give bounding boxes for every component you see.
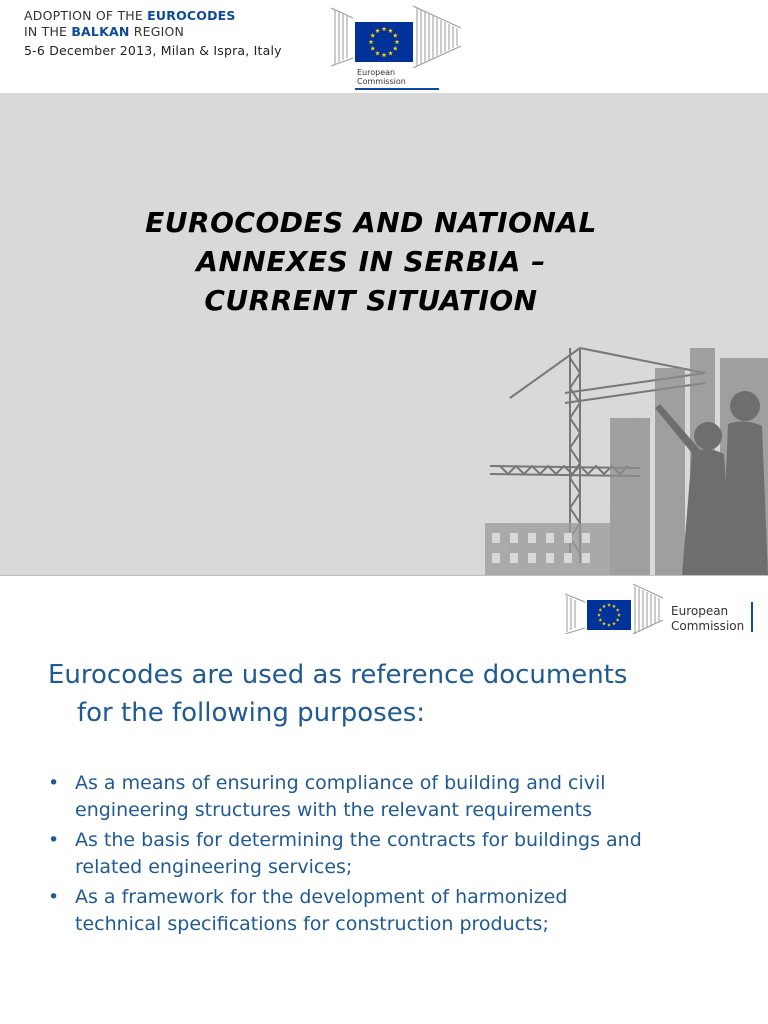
heading-line2: for the following purposes: [77, 698, 426, 728]
european-commission-logo [325, 0, 465, 92]
logo-underline [355, 88, 439, 90]
logo-bar [751, 602, 753, 632]
logo-label: European Commission [671, 604, 745, 633]
slide1-title-area [0, 93, 768, 575]
event-title-line2: IN THE BALKAN REGION [24, 24, 185, 39]
slide2-heading [48, 656, 738, 732]
slide1-title [0, 203, 742, 320]
bullet-icon: • [48, 886, 60, 908]
event-title [24, 8, 236, 40]
event-title-line1: ADOPTION OF THE EUROCODES [24, 8, 236, 23]
list-item: • As the basis for determining the contracts for buildings and related engineering services; [48, 829, 642, 878]
bullet-icon: • [48, 772, 60, 794]
slide-divider [0, 575, 768, 576]
eurocodes-highlight: EUROCODES [147, 8, 236, 23]
heading-line1: Eurocodes are used as reference documents [48, 660, 628, 690]
title-line: ANNEXES IN SERBIA – [196, 245, 546, 278]
construction-site-illustration [470, 328, 768, 575]
berlaymont-building-icon [565, 582, 665, 634]
balkan-highlight: BALKAN [71, 24, 130, 39]
logo-label: European Commission [357, 68, 406, 86]
european-commission-logo-small [565, 582, 760, 634]
title-line: EUROCODES AND NATIONAL [145, 206, 597, 239]
list-item: • As a framework for the development of harmonized technical specifications for construction products; [48, 886, 568, 935]
berlaymont-building-icon [325, 0, 465, 70]
title-line: CURRENT SITUATION [204, 284, 538, 317]
slide1-header [0, 0, 768, 93]
list-item: • As a means of ensuring compliance of building and civil engineering structures with the relevant requirements [48, 772, 606, 821]
bullet-icon: • [48, 829, 60, 851]
purpose-bullet-list [48, 770, 728, 941]
event-date-location: 5-6 December 2013, Milan & Ispra, Italy [24, 43, 282, 58]
